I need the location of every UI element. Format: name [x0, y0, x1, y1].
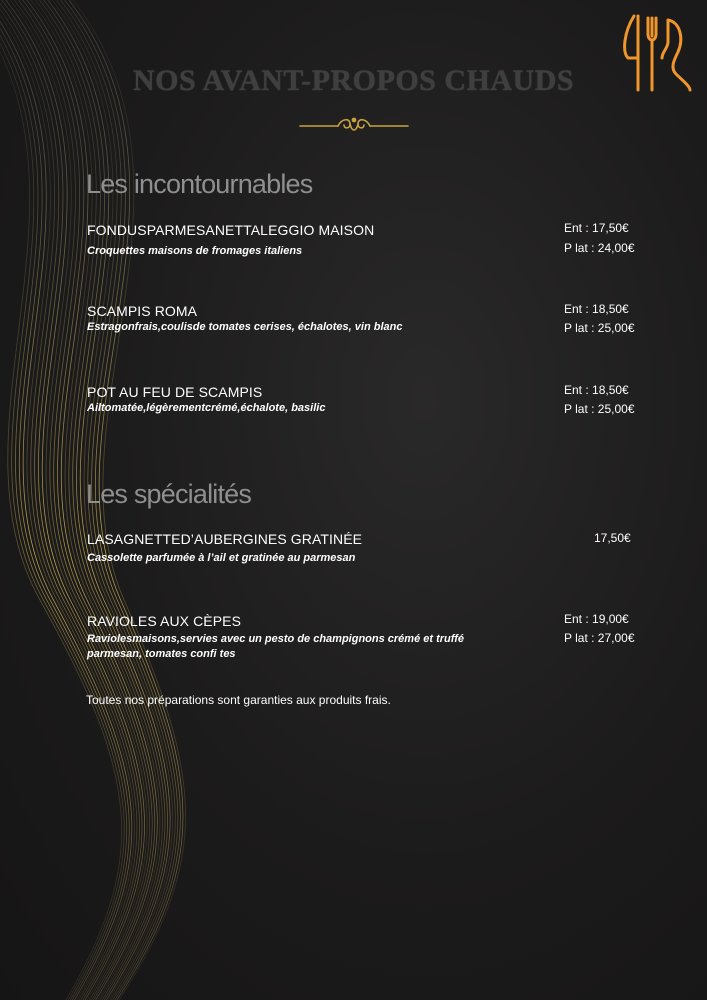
price-plat: P lat : 27,00€ [564, 631, 635, 645]
item-name: SCAMPIS ROMA [87, 303, 198, 319]
price-plat: P lat : 25,00€ [564, 402, 635, 416]
price-entree: Ent : 17,50€ [564, 221, 629, 235]
price-entree: Ent : 18,50€ [564, 302, 629, 316]
section-title-incontournables: Les incontournables [86, 169, 313, 199]
section-title-specialites: Les spécialités [86, 479, 252, 509]
price-plat: P lat : 24,00€ [564, 241, 635, 255]
price-entree: Ent : 18,50€ [564, 383, 629, 397]
gold-flourish-icon [298, 114, 410, 138]
item-name: LASAGNETTED’AUBERGINES GRATINÉE [87, 531, 363, 547]
item-description-line-2: parmesan, tomates confi tes [87, 648, 236, 660]
footer-note: Toutes nos préparations sont garanties aux produits frais. [86, 693, 391, 707]
price-single: 17,50€ [594, 531, 631, 545]
item-description: Croquettes maisons de fromages italiens [87, 245, 303, 257]
price-plat: P lat : 25,00€ [564, 321, 635, 335]
page-title: NOS AVANT-PROPOS CHAUDS [132, 64, 575, 97]
item-description: Estragonfrais,coulisde tomates cerises, échalotes, vin blanc [87, 321, 403, 333]
item-description-line-1: Raviolesmaisons,servies avec un pesto de champignons crémé et truffé [87, 633, 464, 645]
item-name: RAVIOLES AUX CÈPES [87, 613, 242, 629]
item-name: FONDUSPARMESANETTALEGGIO MAISON [87, 222, 375, 238]
item-description: Ailtomatée,légèrementcrémé,échalote, basilic [87, 402, 326, 414]
item-name: POT AU FEU DE SCAMPIS [87, 384, 263, 400]
price-entree: Ent : 19,00€ [564, 612, 629, 626]
item-description: Cassolette parfumée à l’ail et gratinée au parmesan [87, 552, 356, 564]
